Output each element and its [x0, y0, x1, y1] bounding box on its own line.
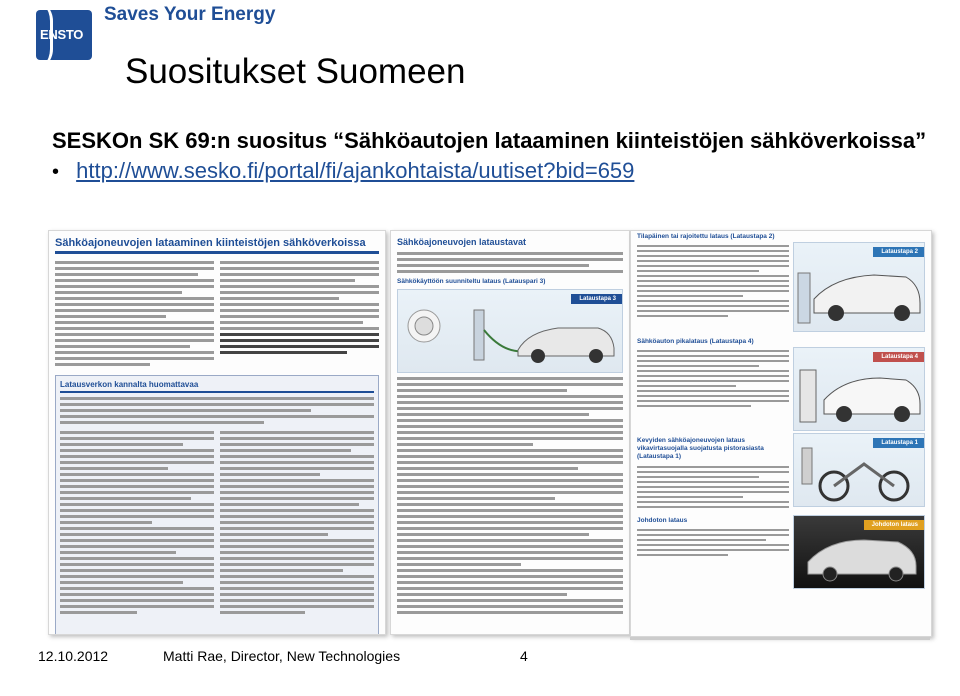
- sesko-link[interactable]: http://www.sesko.fi/portal/fi/ajankohtaista/uutiset?bid=659: [76, 158, 635, 183]
- document-heading: Sähköajoneuvojen lataaminen kiinteistöjen sähköverkoissa: [55, 237, 366, 249]
- middle-image-title: Sähkökäyttöön suunniteltu lataus (Latauspari 3): [397, 278, 546, 285]
- bullet-dot-icon: •: [52, 161, 60, 183]
- section-heading: Kevyiden sähköajoneuvojen lataus vikavirtasuojalla suojatusta pistorasiasta (Lataustapa 1): [637, 437, 764, 460]
- middle-heading: Sähköajoneuvojen lataustavat: [397, 237, 527, 247]
- document-page-left: [48, 230, 386, 635]
- document-page-right: [630, 230, 932, 637]
- heading-rule: [55, 251, 379, 254]
- lataustapa-1-badge: Lataustapa 1: [873, 438, 924, 448]
- brand-tagline: Saves Your Energy: [104, 4, 276, 25]
- section-heading: Sähköauton pikalataus (Lataustapa 4): [637, 338, 754, 345]
- charging-station-image: [397, 289, 623, 373]
- lataustapa-3-badge: Lataustapa 3: [571, 294, 622, 304]
- text-columns: [49, 258, 385, 369]
- text-column: [220, 258, 379, 369]
- info-box: [55, 375, 379, 635]
- footer-date: 12.10.2012: [38, 648, 109, 664]
- page-edge: [630, 637, 930, 640]
- lataustapa-4-image: [793, 347, 925, 431]
- lataustapa-1-image: [793, 433, 925, 507]
- section-heading: Johdoton lataus: [637, 517, 688, 524]
- footer-author: Matti Rae, Director, New Technologies: [163, 648, 401, 664]
- slide-subtitle: SESKOn SK 69:n suositus “Sähköautojen lataaminen kiinteistöjen sähköverkoissa”: [52, 128, 927, 153]
- logo-text: ENSTO: [40, 27, 84, 42]
- footer-page-number: 4: [520, 648, 528, 664]
- lataustapa-2-badge: Lataustapa 2: [873, 247, 924, 257]
- johdoton-lataus-badge: Johdoton lataus: [864, 520, 924, 530]
- ensto-logo: [36, 10, 92, 60]
- text-column: [55, 258, 214, 369]
- slide-title: Suositukset Suomeen: [125, 52, 466, 91]
- lataustapa-2-image: [793, 242, 925, 332]
- bullet-item: [52, 158, 634, 184]
- johdoton-lataus-image: [793, 515, 925, 589]
- charging-post: [474, 310, 484, 360]
- document-page-middle: [390, 230, 630, 635]
- section-heading: Tilapäinen tai rajoitettu lataus (Lataustapa 2): [637, 233, 775, 240]
- lataustapa-4-badge: Lataustapa 4: [873, 352, 924, 362]
- info-box-title: Latausverkon kannalta huomattavaa: [60, 380, 199, 389]
